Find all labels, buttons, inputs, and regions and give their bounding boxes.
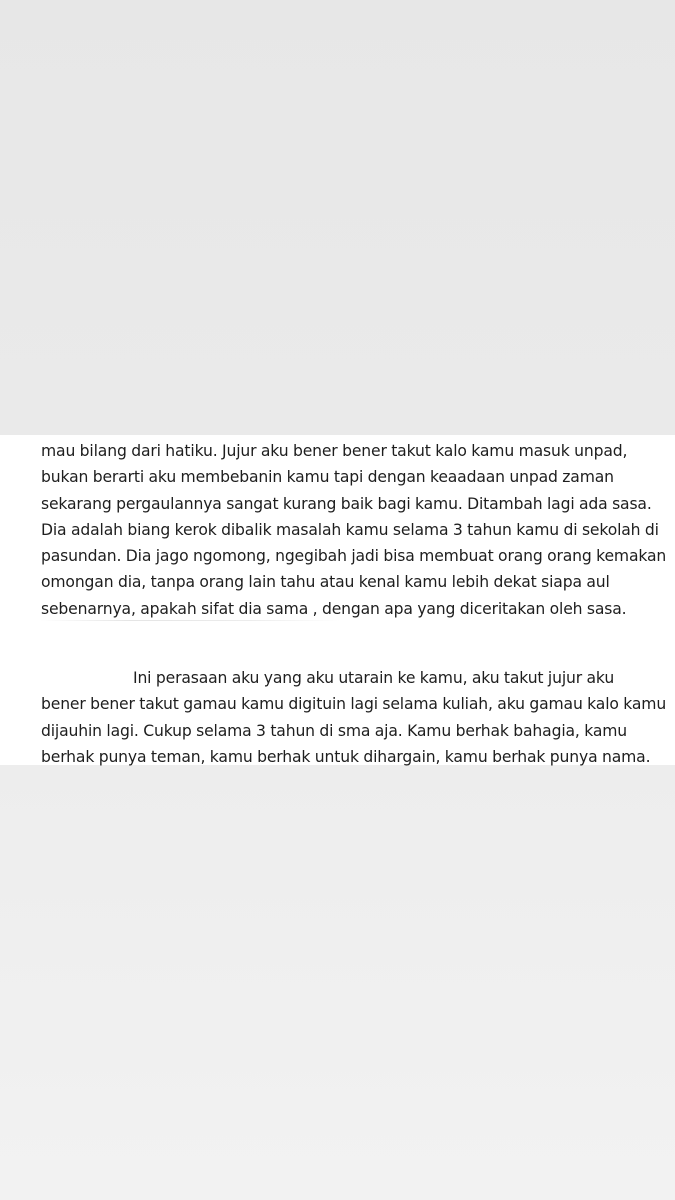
text-line: Dia adalah biang kerok dibalik masalah kamu selama 3 tahun kamu di sekolah di	[41, 520, 659, 539]
text-line: mau bilang dari hatiku. Jujur aku bener bener takut kalo kamu masuk unpad,	[41, 442, 628, 460]
text-line: berhak punya teman, kamu berhak untuk dihargain, kamu berhak punya nama.	[41, 747, 651, 766]
text-line: omongan dia, tanpa orang lain tahu atau kenal kamu lebih dekat siapa aul	[41, 573, 610, 592]
text-line: bener bener takut gamau kamu digituin lagi selama kuliah, aku gamau kalo kamu	[41, 695, 667, 714]
text-line: pasundan. Dia jago ngomong, ngegibah jadi bisa membuat orang orang kemakan	[41, 547, 667, 566]
paragraph-1	[41, 438, 667, 622]
paragraph-2	[41, 665, 667, 770]
document-snippet	[0, 435, 675, 765]
text-line: bukan berarti aku membebanin kamu tapi dengan keaadaan unpad zaman	[41, 468, 614, 487]
text-line: sekarang pergaulannya sangat kurang baik bagi kamu. Ditambah lagi ada sasa.	[41, 494, 652, 513]
text-line: dijauhin lagi. Cukup selama 3 tahun di sma aja. Kamu berhak bahagia, kamu	[41, 721, 628, 740]
text-line: Ini perasaan aku yang aku utarain ke kamu, aku takut jujur aku	[133, 669, 615, 687]
text-line: sebenarnya, apakah sifat dia sama , dengan apa yang diceritakan oleh sasa.	[41, 599, 627, 618]
